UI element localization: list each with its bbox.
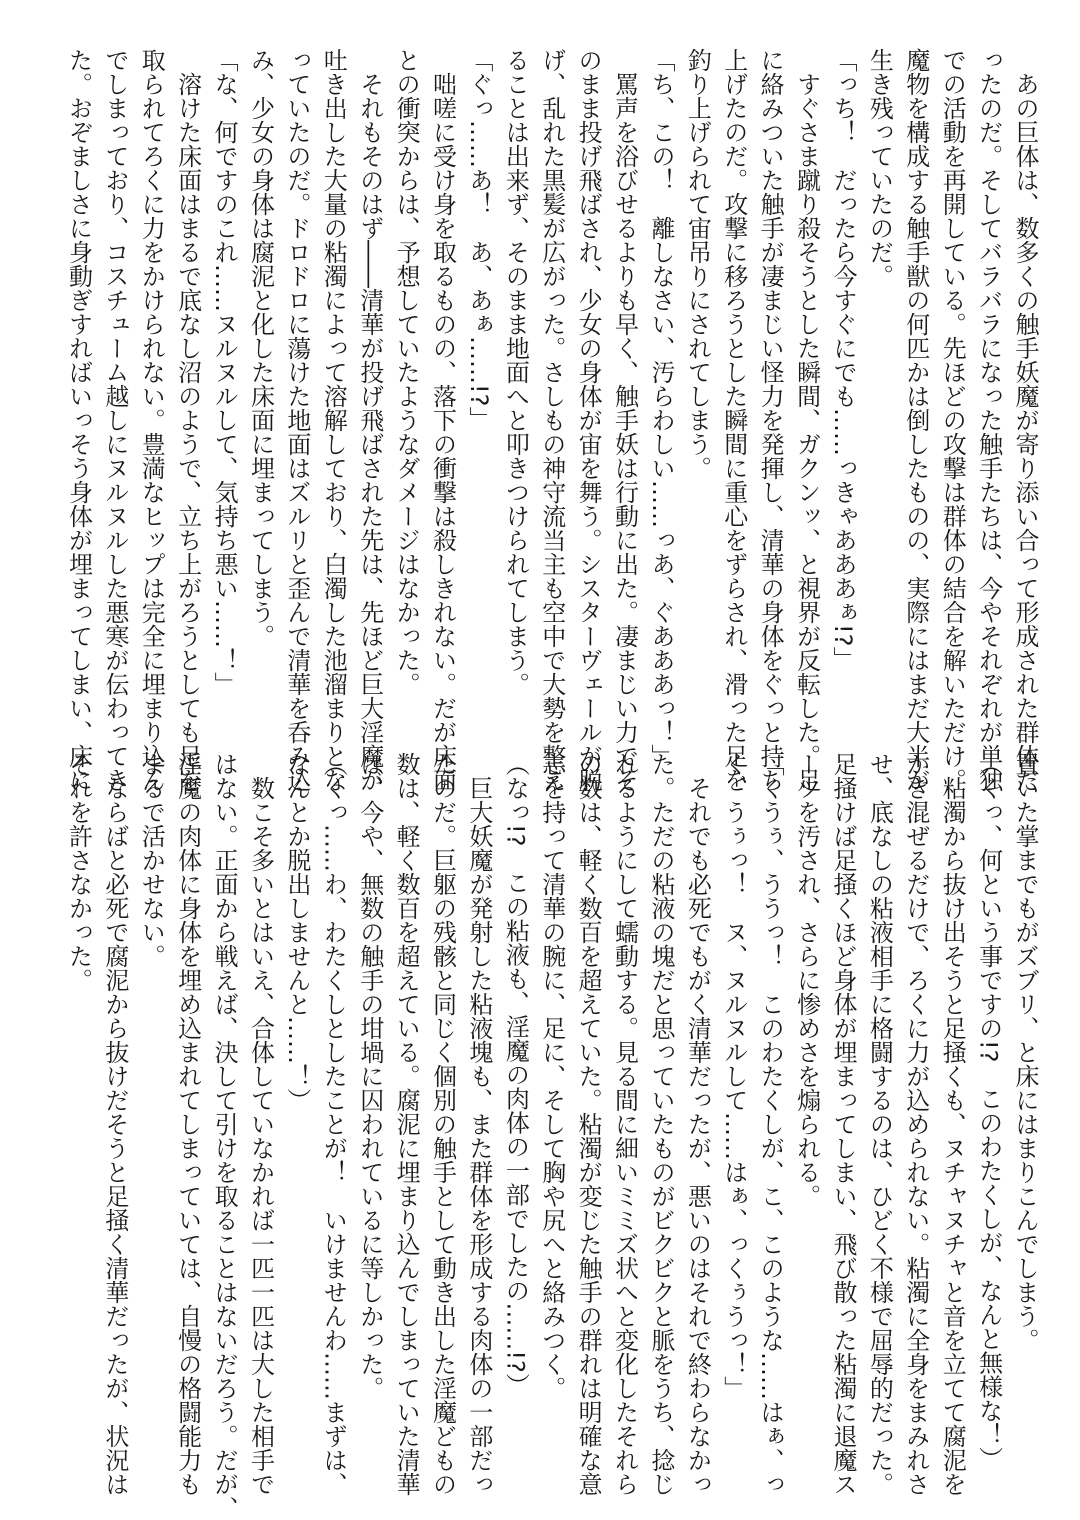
text-column: 「くうぅ、ううっ！ このわたくしが、こ、このような……はぁ、っ bbox=[756, 752, 785, 1496]
text-column: 粘濁から抜け出そうと足掻くも、ヌチャヌチャと音を立てて腐泥を bbox=[938, 752, 967, 1496]
text-column: 釣り上げられて宙吊りにされてしまう。 bbox=[683, 48, 712, 480]
text-column: 魔物を構成する触手獣の何匹かは倒したものの、実際にはまだ大半が bbox=[901, 48, 930, 792]
text-column: 溶けた床面はまるで底なし沼のようで、立ち上がろうとしても足を bbox=[173, 48, 202, 792]
text-column: ーツを汚され、さらに惨めさを煽られる。 bbox=[792, 752, 821, 1208]
text-column: く、うぅっ！ ヌ、ヌルヌルして……はぁ、っくぅうっ！」 bbox=[719, 752, 748, 1400]
text-column: 置いた掌までもがズブリ、と床にはまりこんでしまう。 bbox=[1011, 752, 1039, 1352]
text-column: 罵声を浴びせるよりも早く、触手妖は行動に出た。凄まじい力でそ bbox=[610, 48, 639, 792]
text-column: み、少女の身体は腐泥と化した床面に埋まってしまう。 bbox=[246, 48, 275, 648]
text-column: 志を持って清華の腕に、足に、そして胸や尻へと絡みつく。 bbox=[537, 752, 566, 1400]
text-column: （なっ!? この粘液も、淫魔の肉体の一部でしたの……!?） bbox=[501, 752, 530, 1397]
text-column: のまま投げ飛ばされ、少女の身体が宙を舞う。シスターヴェールが脱 bbox=[574, 48, 603, 792]
text-column: なんとか脱出しませんと……！） bbox=[282, 752, 311, 1112]
text-column: でしまっており、コスチューム越しにヌルヌルした悪寒が伝わってき bbox=[100, 48, 129, 792]
bottom-text-block bbox=[58, 752, 1043, 1520]
text-column: れるようにして蠕動する。見る間に細いミミズ状へと変化したそれら bbox=[610, 752, 639, 1496]
text-column: ったのだ。そしてバラバラになった触手たちは、今やそれぞれが単独 bbox=[974, 48, 1003, 792]
text-column: た。ただの粘液の塊だと思っていたものがビクビクと脈をうち、捻じ bbox=[646, 752, 675, 1496]
text-column: 「ぐっ……あ！ あ、あぁ……!?」 bbox=[464, 48, 493, 431]
text-column: 上げたのだ。攻撃に移ろうとした瞬間に重心をずらされ、滑った足を bbox=[719, 48, 748, 792]
text-column: は、今や、無数の触手の坩堝に囚われているに等しかった。 bbox=[355, 752, 384, 1400]
text-column: の数は、軽く数百を超えていた。粘濁が変じた触手の群れは明確な意 bbox=[574, 752, 603, 1496]
text-column: 数は、軽く数百を超えている。腐泥に埋まり込んでしまっていた清華 bbox=[392, 752, 421, 1496]
text-column: それでも必死でもがく清華だったが、悪いのはそれで終わらなかっ bbox=[683, 752, 712, 1496]
text-column: はない。正面から戦えば、決して引けを取ることはないだろう。だが、 bbox=[210, 752, 239, 1520]
text-column: た。おぞましさに身動ぎすればいっそう身体が埋まってしまい、床に bbox=[64, 48, 93, 792]
text-column: かき混ぜるだけで、ろくに力が込められない。粘濁に全身をまみれさ bbox=[901, 752, 930, 1496]
text-column: 「な、何ですのこれ……ヌルヌルして、気持ち悪い……！」 bbox=[210, 48, 239, 696]
text-column: げ、乱れた黒髪が広がった。さしもの神守流当主も空中で大勢を整え bbox=[537, 48, 566, 792]
text-column: 淫魔の肉体に身体を埋め込まれてしまっていては、自慢の格闘能力も bbox=[173, 752, 202, 1496]
text-column: 足掻けば足掻くほど身体が埋まってしまい、飛び散った粘濁に退魔ス bbox=[828, 752, 857, 1496]
text-column: 咄嗟に受け身を取るものの、落下の衝撃は殺しきれない。だが床面 bbox=[428, 48, 457, 792]
text-column: 生き残っていたのだ。 bbox=[865, 48, 894, 288]
text-column: まるで活かせない。 bbox=[137, 752, 166, 968]
text-column: せ、底なしの粘液相手に格闘するのは、ひどく不様で屈辱的だった。 bbox=[865, 752, 894, 1496]
text-column: 巨大妖魔が発射した粘液塊も、また群体を形成する肉体の一部だっ bbox=[464, 752, 493, 1496]
text-column: 取られてろくに力をかけられない。豊満なヒップは完全に埋まり込ん bbox=[137, 48, 166, 792]
text-column: それを許さなかった。 bbox=[64, 752, 93, 992]
text-column: ることは出来ず、そのまま地面へと叩きつけられてしまう。 bbox=[501, 48, 530, 696]
text-column: との衝突からは、予想していたようなダメージはなかった。 bbox=[392, 48, 421, 696]
text-column: ならばと必死で腐泥から抜けだそうと足掻く清華だったが、状況は bbox=[100, 752, 129, 1496]
top-text-block bbox=[58, 48, 1043, 792]
text-column: 吐き出した大量の粘濁によって溶解しており、白濁した池溜まりとな bbox=[319, 48, 348, 792]
text-column: それもそのはず――清華が投げ飛ばされた先は、先ほど巨大淫魔が bbox=[355, 48, 384, 792]
text-column: での活動を再開している。先ほどの攻撃は群体の結合を解いただけ。 bbox=[938, 48, 967, 792]
text-column: あの巨体は、数多くの触手妖魔が寄り添い合って形成された群体だ bbox=[1011, 48, 1039, 792]
text-column: 数こそ多いとはいえ、合体していなかれば一匹一匹は大した相手で bbox=[246, 752, 275, 1496]
text-column: （くっ……わ、わたくしとしたことが！ いけませんわ……まずは、 bbox=[319, 752, 348, 1496]
text-column: （くっ、何という事ですの!? このわたくしが、なんと無様な！） bbox=[974, 752, 1003, 1471]
text-column: 「ち、この！ 離しなさい、汚らわしい……っあ、ぐあああっ！」 bbox=[646, 48, 675, 768]
text-column: に絡みついた触手が凄まじい怪力を発揮し、清華の身体をぐっと持ち bbox=[756, 48, 785, 792]
text-column: っていたのだ。ドロドロに蕩けた地面はズルリと歪んで清華を呑み込 bbox=[282, 48, 311, 792]
text-column: 「っち！ だったら今すぐにでも……っきゃあああぁ!?」 bbox=[828, 48, 857, 671]
text-column: たのだ。巨躯の残骸と同じく個別の触手として動き出した淫魔どもの bbox=[428, 752, 457, 1496]
text-column: すぐさま蹴り殺そうとした瞬間、ガクンッ、と視界が反転した。足 bbox=[792, 48, 821, 792]
